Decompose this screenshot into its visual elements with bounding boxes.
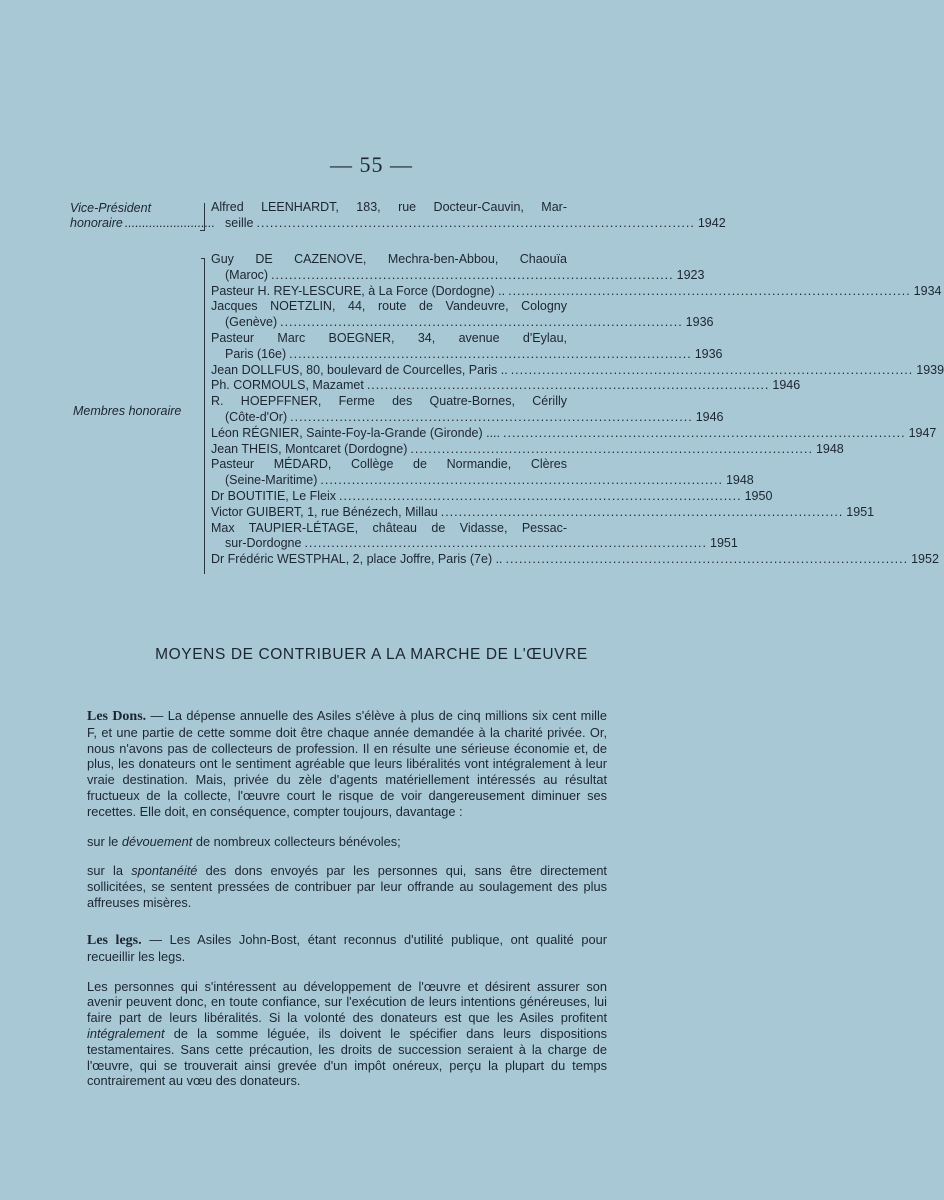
member-entry	[211, 441, 844, 458]
member-entry	[211, 362, 944, 379]
dons-title: Les Dons.	[87, 709, 147, 724]
member-entry	[211, 330, 723, 363]
dons-item2: sur la spontanéité des dons envoyés par les personnes qui, sans être directement sollicitées, se sentent pressées de contribuer par leur offrande au soulagement des plus affreuses misères.	[87, 863, 607, 910]
member-entry-text: Dr Frédéric WESTPHAL, 2, place Joffre, Paris (7e) ..	[211, 552, 503, 567]
member-entry-text: Paris (16e)	[225, 346, 287, 361]
member-entry-year: 1934	[913, 283, 942, 298]
leader-dots: ..................................................................................................	[256, 215, 695, 230]
member-entry	[211, 425, 937, 442]
vice-president-label	[70, 201, 216, 231]
member-entry-text: Victor GUIBERT, 1, rue Bénézech, Millau	[211, 504, 438, 519]
leader-dots: ..........................................................................................	[508, 283, 911, 298]
members-label: Membres honoraire	[73, 404, 182, 418]
leader-dots: ..........................................................................................	[505, 552, 909, 567]
member-entry-text: Pasteur H. REY-LESCURE, à La Force (Dordogne) ..	[211, 283, 506, 298]
member-entry	[211, 299, 714, 331]
member-entry	[211, 520, 738, 553]
member-entry	[211, 457, 754, 489]
members-bracket	[204, 258, 205, 574]
member-entry-text: Jean DOLLFUS, 80, boulevard de Courcelles, Paris ..	[211, 362, 508, 377]
leader-dots: ..........................................................................................	[339, 488, 742, 503]
member-entry	[211, 504, 875, 521]
dons-section	[87, 708, 607, 911]
legs-paragraph2: Les personnes qui s'intéressent au développement de l'œuvre et désirent assurer son avenir peuvent donc, en toute confiance, sur l'exécution de leurs intentions généreuses, lui faire part de leurs libéralités. Si la volonté des donateurs est que les Asiles profitent intégralement de la somme léguée, ils doivent le spécifier dans leurs dispositions testamentaires. Sans cette précaution, les droits de succession seraient à la charge de l'œuvre, qui se trouverait ainsi grevée d'un impôt onéreux, perçu la plupart du temps contrairement au vœu des donateurs.	[87, 978, 607, 1089]
member-entry-year: 1923	[676, 267, 705, 282]
member-entry-line1: Guy DE CAZENOVE, Mechra-ben-Abbou, Chaouïa	[211, 252, 567, 266]
leader-dots: ..........................................................................................	[289, 346, 692, 361]
page-number: — 55 —	[330, 152, 413, 177]
member-entry-text: (Genève)	[225, 315, 278, 330]
leader-dots: ..........................................................................................	[510, 362, 914, 377]
leader-dots: ..........................................................................................	[280, 315, 683, 330]
members-list	[211, 252, 944, 568]
member-entry-line1: R. HOEPFFNER, Ferme des Quatre-Bornes, Cérilly	[211, 394, 567, 409]
member-entry-line1: Max TAUPIER-LÉTAGE, château de Vidasse, Pessac-	[211, 520, 567, 535]
member-entry-text: (Seine-Maritime)	[225, 473, 318, 488]
member-entry-text: Léon RÉGNIER, Sainte-Foy-la-Grande (Gironde) ....	[211, 425, 501, 440]
member-entry	[211, 283, 942, 300]
member-entry	[211, 252, 705, 284]
member-entry	[211, 488, 773, 505]
member-entry-text: Dr BOUTITIE, Le Fleix	[211, 488, 337, 503]
member-entry-year: 1951	[846, 504, 875, 519]
member-entry-year: 1948	[815, 441, 844, 456]
member-entry-text: (Côte-d'Or)	[225, 409, 288, 424]
member-entry-year: 1936	[694, 346, 723, 361]
entry-year: 1942	[697, 215, 726, 230]
member-entry-line1: Jacques NOETZLIN, 44, route de Vandeuvre, Cologny	[211, 299, 567, 314]
leader-dots: ..........................................................................................	[320, 473, 723, 488]
member-entry	[211, 394, 724, 426]
leader-dots: ..........................................................................................	[290, 409, 693, 424]
member-entry-year: 1946	[772, 378, 801, 393]
legs-section	[87, 932, 607, 1089]
leader-dots: ..........................................................................................	[410, 441, 813, 456]
leader-dots: ..........................................................................................	[304, 536, 707, 551]
dons-text: — La dépense annuelle des Asiles s'élève à plus de cinq millions six cent mille F, et une partie de cette somme doit être chaque année demandée à la charité privée. Or, nous n'avons pas de collecteurs de profession. Il en résulte une sérieuse économie et, de plus, les donateurs ont le sentiment agréable que leurs libéralités vont intégralement à leur vraie destination. Mais, privée du zèle d'agents matériellement intéressés au résultat fructueux de la collecte, l'œuvre court le risque de voir dangereusement diminuer ses recettes. Elle doit, en conséquence, compter toujours, davantage :	[87, 708, 607, 819]
member-entry-text: (Maroc)	[225, 267, 269, 282]
leader-dots: ..........................................................................................	[440, 504, 844, 519]
member-entry-year: 1951	[710, 536, 738, 551]
member-entry	[211, 378, 801, 394]
vice-president-entry	[211, 200, 726, 232]
member-entry-year: 1936	[685, 315, 714, 330]
leader-dots: ..........................................................................................	[366, 378, 770, 393]
member-entry	[211, 552, 939, 568]
member-entry-year: 1952	[911, 552, 939, 567]
member-entry-year: 1948	[725, 473, 754, 488]
vice-president-bracket	[204, 203, 205, 231]
section-heading: MOYENS DE CONTRIBUER A LA MARCHE DE L'ŒUVRE	[155, 646, 588, 663]
vice-president-label-line2: honoraire	[70, 216, 123, 230]
leader-dots: ..........................................................................................	[503, 425, 906, 440]
leader-dots: ..........................................................................................	[271, 267, 674, 282]
leader-dots: ..........................	[124, 216, 216, 230]
legs-text: — Les Asiles John-Bost, étant reconnus d'utilité publique, ont qualité pour recueillir les legs.	[87, 932, 607, 964]
member-entry-year: 1950	[744, 488, 773, 503]
member-entry-text: sur-Dordogne	[225, 536, 302, 551]
member-entry-line1: Pasteur MÉDARD, Collège de Normandie, Clères	[211, 457, 567, 472]
member-entry-year: 1939	[916, 362, 944, 377]
member-entry-line1: Pasteur Marc BOEGNER, 34, avenue d'Eylau,	[211, 330, 567, 345]
vice-president-label-line1: Vice-Président	[70, 201, 152, 215]
member-entry-text: Jean THEIS, Montcaret (Dordogne)	[211, 441, 408, 456]
legs-title: Les legs.	[87, 933, 142, 948]
member-entry-year: 1947	[908, 425, 937, 440]
member-entry-year: 1946	[695, 409, 724, 424]
entry-line2: seille	[225, 215, 254, 230]
entry-line1: Alfred LEENHARDT, 183, rue Docteur-Cauvin, Mar-	[211, 200, 567, 214]
dons-item1: sur le dévouement de nombreux collecteurs bénévoles;	[87, 833, 401, 849]
member-entry-text: Ph. CORMOULS, Mazamet	[211, 378, 364, 393]
